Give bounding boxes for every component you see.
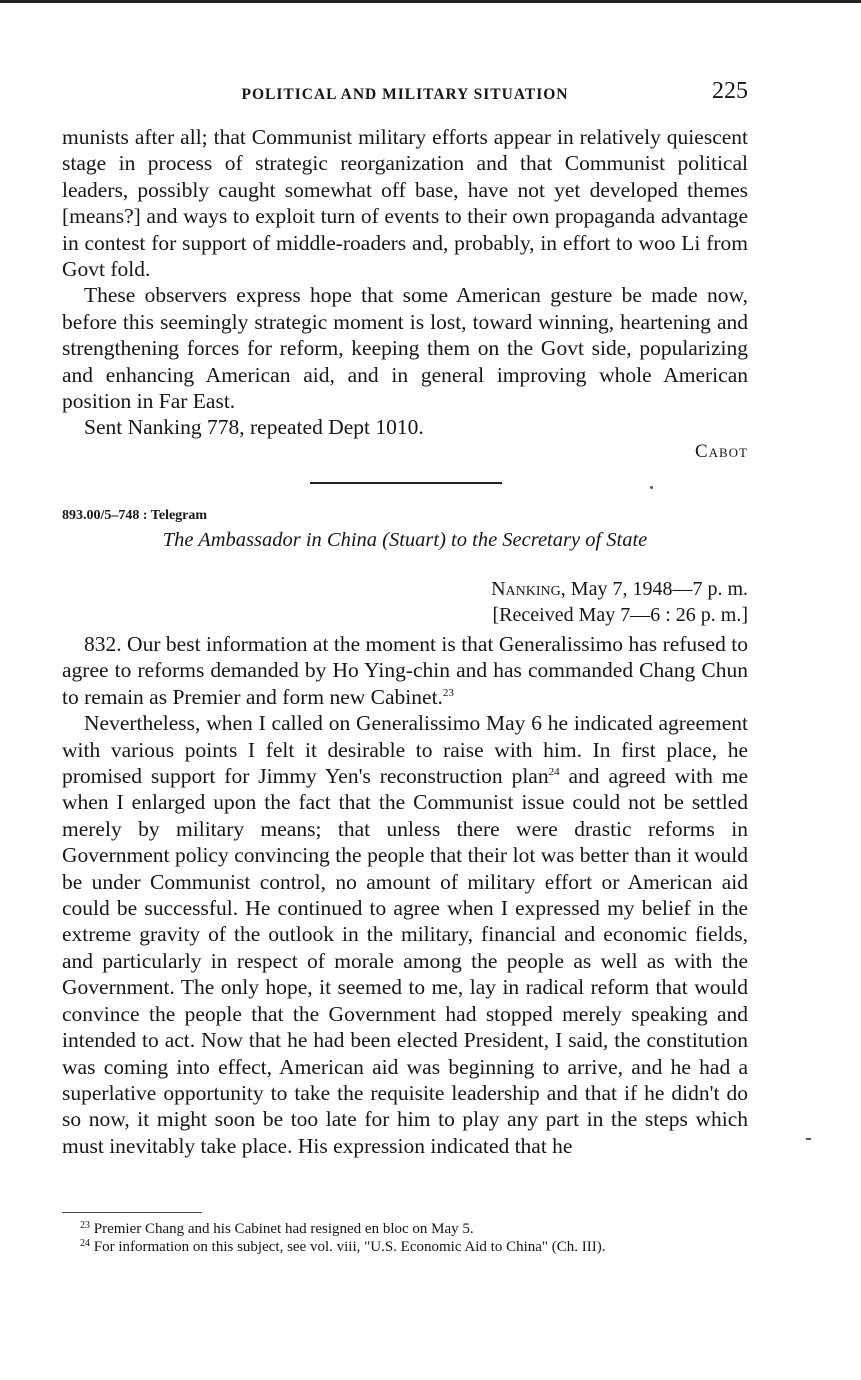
footnote-mark: 24: [80, 1238, 90, 1249]
footnote-text: For information on this subject, see vol. viii, "U.S. Economic Aid to China" (Ch. III).: [93, 1239, 606, 1255]
running-head: [62, 78, 748, 108]
paragraph-832-text: 832. Our best information at the moment is that Generalissimo has refused to agree to reforms demanded by Ho Ying-chin and has commanded Chang Chun to remain as Premier and form new Cabinet.: [62, 632, 748, 709]
footnote-ref-24: 24: [548, 766, 560, 779]
paragraph-nevertheless: [62, 710, 748, 1159]
running-title: POLITICAL AND MILITARY SITUATION: [241, 86, 569, 103]
footnotes: [62, 1220, 748, 1256]
footnote-24: [62, 1238, 748, 1256]
signature: Cabot: [694, 441, 748, 462]
paragraph-832: [62, 631, 748, 710]
section-separator: [310, 482, 502, 484]
continued-paragraph: munists after all; that Communist military efforts appear in relatively quiescent stage in process of strategic reorganization and that Communist political leaders, possibly caught somewhat off base, have not yet developed themes [means?] and ways to exploit turn of events to their own propaganda advantage in contest for support of middle-roaders and, probably, in effort to woo Li from Govt fold.: [62, 125, 748, 282]
footnote-rule: [62, 1212, 202, 1213]
continued-telegram-text: [62, 124, 748, 441]
dateline-date: May 7, 1948—7 p. m.: [570, 578, 748, 600]
stray-mark: [806, 1138, 811, 1140]
paragraph-nevertheless-part1: Nevertheless, when I called on Generalissimo May 6 he indicated agreement with various points I felt it desirable to raise with him. In first place, he promised support for Jimmy Yen's reconstruction plan: [62, 711, 748, 789]
footnote-ref-23: 23: [442, 686, 454, 699]
received-line: [Received May 7—6 : 26 p. m.]: [492, 604, 748, 626]
document-title: The Ambassador in China (Stuart) to the Secretary of State: [162, 529, 648, 551]
page-number: 225: [712, 78, 748, 104]
page-top-edge: [0, 0, 861, 3]
footnote-23: [62, 1220, 748, 1238]
file-reference: 893.00/5–748 : Telegram: [62, 508, 208, 523]
observers-paragraph: These observers express hope that some American gesture be made now, before this seemingly strategic moment is lost, toward winning, heartening and strengthening forces for reform, keeping them on the Govt side, popularizing and enhancing American aid, and in general improving whole American position in Far East.: [62, 283, 748, 414]
footnote-text: Premier Chang and his Cabinet had resigned en bloc on May 5.: [93, 1221, 474, 1237]
telegram-body: [62, 631, 748, 1159]
footnote-mark: 23: [80, 1220, 90, 1231]
stray-mark: [650, 486, 653, 489]
dateline-city: Nanking,: [491, 578, 566, 600]
paragraph-nevertheless-part2: and agreed with me when I enlarged upon the fact that the Communist issue could not be settled merely by military means; that unless there were drastic reforms in Government policy convincing the people that their lot was better than it would be under Communist control, no amount of military effort or American aid could be successful. He continued to agree when I expressed my belief in the extreme gravity of the outlook in the military, financial and economic fields, and particularly in respect of morale among the people as well as with the Government. The only hope, it seemed to me, lay in radical reform that would convince the people that the Government had stopped merely speaking and intended to act. Now that he had been elected President, I said, the constitution was coming into effect, American aid was beginning to arrive, and he had a superlative opportunity to take the requisite leadership and that if he didn't do so now, it might soon be too late for him to play any part in the steps which must inevitably take place. His expression indicated that he: [62, 764, 749, 1158]
dateline: [491, 576, 748, 628]
distribution-line: Sent Nanking 778, repeated Dept 1010.: [84, 415, 424, 440]
